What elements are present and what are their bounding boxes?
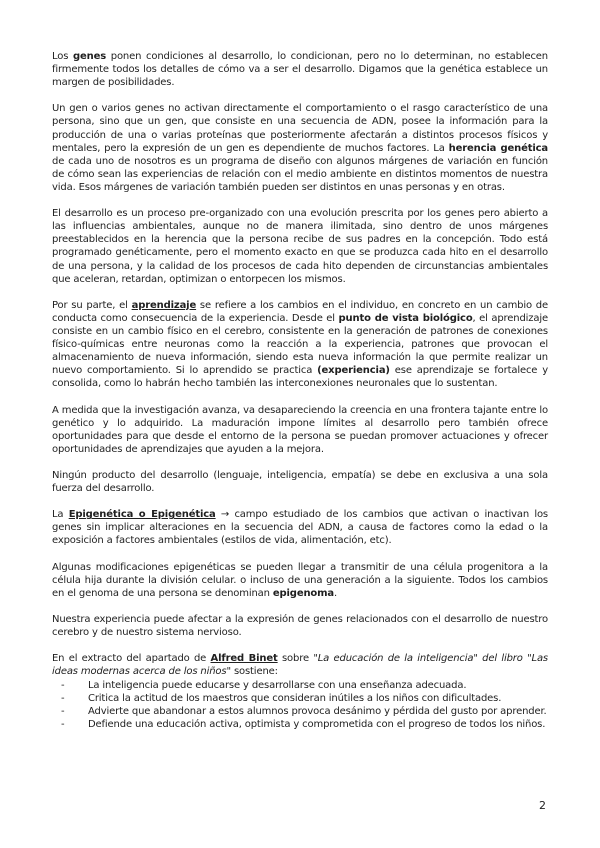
- list-item: - Advierte que abandonar a estos alumnos provoca desánimo y pérdida del gusto por aprender.: [52, 705, 548, 718]
- paragraph-genes: Los genes ponen condiciones al desarrollo, lo condicionan, pero no lo determinan, no establecen firmemente todos los detalles de cómo va a ser el desarrollo. Digamos que la genética establece un margen de posibilidades.: [52, 51, 548, 89]
- term-experiencia: (experiencia): [317, 365, 390, 377]
- paragraph-epigenetica: La Epigenética o Epigenética → campo estudiado de los cambios que activan o inactivan los genes sin implicar alteraciones en la secuencia del ADN, a causa de factores como la edad o la exposición a factores ambientales (estilos de vida, alimentación, etc).: [52, 509, 548, 547]
- term-epigenetica: Epigenética o Epigenética: [68, 509, 216, 521]
- list-item: - Defiende una educación activa, optimista y comprometida con el progreso de todos los niños.: [52, 718, 548, 731]
- list-item: - Critica la actitud de los maestros que consideran inútiles a los niños con dificultades.: [52, 692, 548, 705]
- page-content: [52, 50, 548, 731]
- page-number: 2: [539, 799, 546, 812]
- paragraph-aprendizaje: Por su parte, el aprendizaje se refiere a los cambios en el individuo, en concreto en un cambio de conducta como consecuencia de la experiencia. Desde el punto de vista biológico, el aprendizaje consiste en un cambio físico en el cerebro, consistente en la generación de patrones de conexiones físico-químicas entre neuronas como la reacción a la experiencia, patrones que provocan el almacenamiento de nueva información, siendo esta nueva información la que permite realizar un nuevo comportamiento. Si lo aprendido se practica (experiencia) ese aprendizaje se fortalece y consolida, como lo habrán hecho también las interconexiones neuronales que lo sustentan.: [52, 299, 548, 390]
- paragraph-modificaciones: Algunas modificaciones epigenéticas se pueden llegar a transmitir de una célula progenitora a la célula hija durante la división celular. o incluso de una generación a la siguiente. Todos los cambios en el genoma de una persona se denominan epigenoma.: [52, 561, 548, 599]
- paragraph-experiencia: Nuestra experiencia puede afectar a la expresión de genes relacionados con el desarrollo de nuestro cerebro y de nuestro sistema nervioso.: [52, 614, 548, 639]
- term-herencia-genetica: herencia genética: [448, 142, 549, 154]
- term-epigenoma: epigenoma: [272, 587, 335, 599]
- paragraph-producto-desarrollo: Ningún producto del desarrollo (lenguaje, inteligencia, empatía) se debe en exclusiva a una sola fuerza del desarrollo.: [52, 470, 548, 495]
- list-item: - La inteligencia puede educarse y desarrollarse con una enseñanza adecuada.: [52, 679, 548, 692]
- binet-bullet-list: [52, 679, 548, 731]
- paragraph-gen-adn: Un gen o varios genes no activan directamente el comportamiento o el rasgo característico de una persona, sino que un gen, que consiste en una secuencia de ADN, posee la información para la producción de una o varias proteínas que posteriormente afectarán a distintos procesos físicos y mentales, pero la expresión de un gen es dependiente de muchos factores. La herencia genética de cada uno de nosotros es un programa de diseño con algunos márgenes de variación en función de cómo sean las experiencias de relación con el medio ambiente en distintos momentos de nuestra vida. Esos márgenes de variación también pueden ser distintos en unas personas y en otras.: [52, 103, 549, 193]
- term-punto-de-vista-biologico: punto de vista biológico: [338, 312, 473, 324]
- book-reference: "La educación de la inteligencia" del libro "Las ideas modernas acerca de los niños": [52, 653, 548, 678]
- paragraph-desarrollo: El desarrollo es un proceso pre-organizado con una evolución prescrita por los genes pero abierto a las influencias ambientales, aunque no de manera ilimitada, sino dentro de unos márgenes preestablecidos en la herencia que la persona recibe de sus padres en la concepción. Todo está programado genéticamente, pero el momento exacto en que se produzca cada hito en el desarrollo de una persona, y la calidad de los procesos de cada hito dependen de circunstancias ambientales que aceleran, retardan, optimizan o entorpecen los mismos.: [52, 208, 548, 285]
- term-alfred-binet: Alfred Binet: [210, 653, 278, 665]
- paragraph-binet: En el extracto del apartado de Alfred Binet sobre "La educación de la inteligencia" del libro "Las ideas modernas acerca de los niños" sostiene:: [52, 653, 548, 678]
- term-genes: genes: [73, 51, 107, 62]
- paragraph-investigacion: A medida que la investigación avanza, va desapareciendo la creencia en una frontera tajante entre lo genético y lo adquirido. La maduración impone límites al desarrollo pero también ofrece oportunidades para que desde el entorno de la persona se puedan promover actuaciones y ofrecer oportunidades de aprendizajes que ayuden a la mejora.: [52, 404, 548, 455]
- term-aprendizaje: aprendizaje: [131, 299, 197, 311]
